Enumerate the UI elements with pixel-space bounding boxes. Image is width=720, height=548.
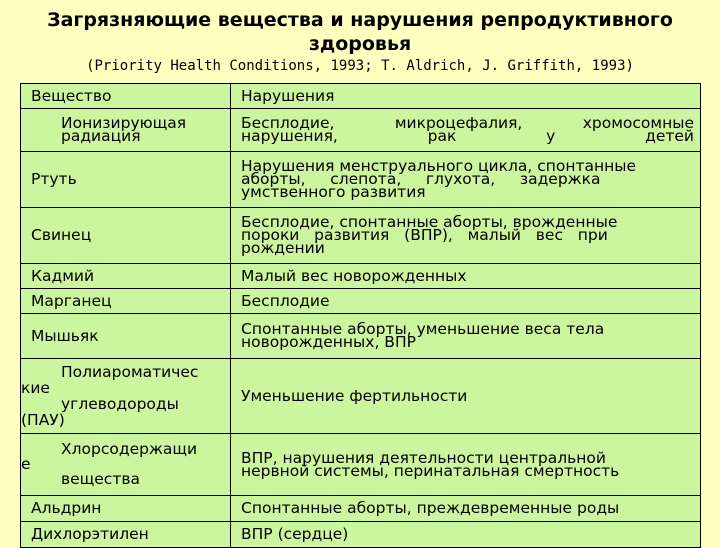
substance-line: Полиароматичес [61,363,199,381]
title-line-1: Загрязняющие вещества и нарушения репродуктивного [47,9,673,31]
table-row [21,109,701,152]
effects-cell: ВПР (сердце) [231,522,701,548]
table-row [21,289,701,314]
effects-line: Бесплодие, микроцефалия, хромосомные [241,114,694,132]
substance-line: е [21,455,31,473]
substance-cell [21,109,231,152]
effects-line: нервной системы, перинатальная смертность [241,461,620,480]
effects-cell [231,152,701,208]
effects-line: Нарушения менструального цикла, спонтанные [241,157,637,175]
effects-line: умственного развития [241,183,426,201]
substance-line: Ионизирующая [61,114,187,132]
effects-cell: Спонтанные аборты, преждевременные роды [231,496,701,522]
effects-line: рождении [241,239,325,257]
table-row [21,522,701,548]
substance-cell: Марганец [21,289,231,314]
effects-cell [231,314,701,359]
table-row [21,208,701,264]
substance-cell [21,359,231,434]
substance-cell: Кадмий [21,264,231,289]
source-citation: (Priority Health Conditions, 1993; T. Aldrich, J. Griffith, 1993) [86,58,634,74]
effects-cell [231,208,701,264]
substance-line: радиация [61,127,141,145]
table-header-row [21,84,701,109]
substance-line: (ПАУ) [21,411,65,429]
effects-line: новорожденных, ВПР [241,333,416,351]
table-row [21,314,701,359]
substance-cell: Альдрин [21,496,231,522]
substance-line: Хлорсодержащи [61,440,198,458]
substance-cell: Дихлорэтилен [21,522,231,548]
effects-line: ВПР, нарушения деятельности центральной [241,448,606,467]
table-row [21,434,701,496]
effects-line: Бесплодие, спонтанные аборты, врожденные [241,213,618,231]
page-title [0,8,720,56]
title-line-2: здоровья [308,33,412,55]
table-row [21,359,701,434]
table-row [21,496,701,522]
table-row [21,264,701,289]
substance-line: кие [21,379,50,397]
substance-cell: Мышьяк [21,314,231,359]
effects-cell [231,434,701,496]
substance-cell: Свинец [21,208,231,264]
header-substance: Вещество [21,84,231,109]
substance-cell [21,434,231,496]
effects-line: пороки развития (ВПР), малый вес при [241,226,608,244]
substance-line: вещества [61,470,140,488]
effects-cell: Бесплодие [231,289,701,314]
table-row [21,152,701,208]
header-effects: Нарушения [231,84,701,109]
effects-line: аборты, слепота, глухота, задержка [241,170,601,188]
substance-line: углеводороды [61,395,179,413]
effects-cell: Малый вес новорожденных [231,264,701,289]
effects-line: нарушения, рак у детей [241,127,694,145]
substance-cell: Ртуть [21,152,231,208]
pollutants-table [20,83,701,548]
effects-cell: Уменьшение фертильности [231,359,701,434]
effects-cell [231,109,701,152]
effects-line: Спонтанные аборты, уменьшение вeса тела [241,320,605,338]
